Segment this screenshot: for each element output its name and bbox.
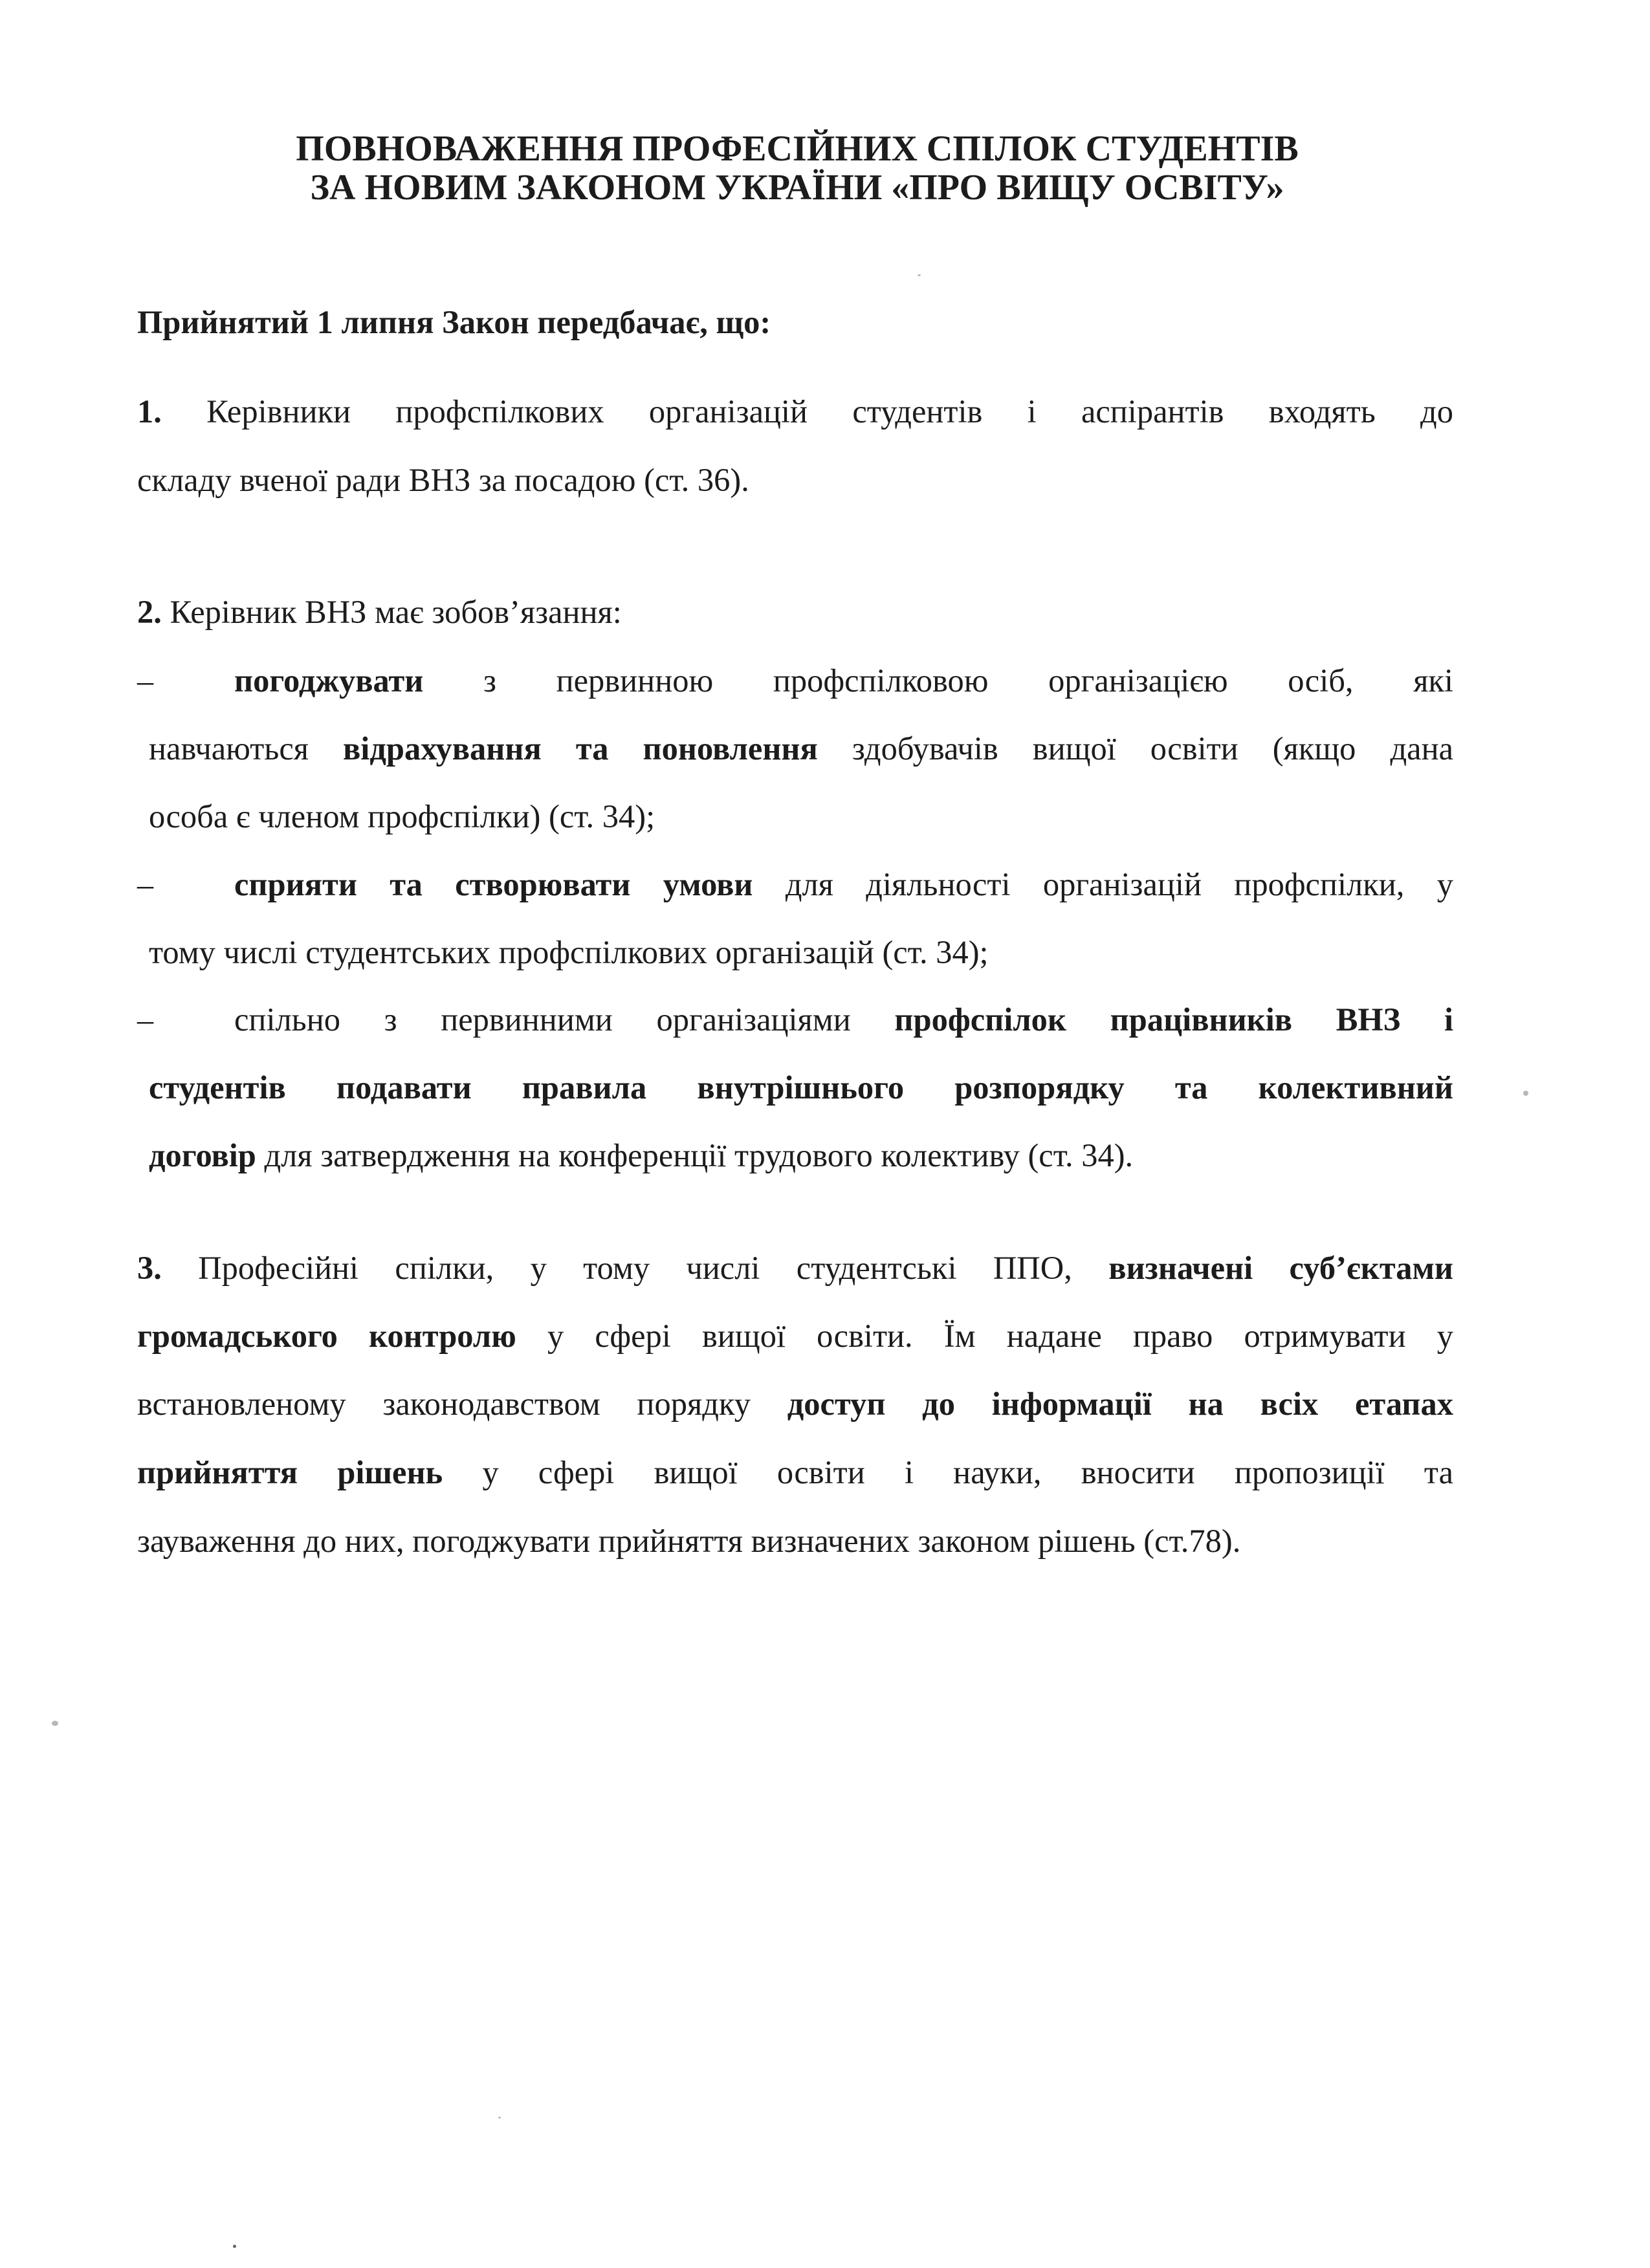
item3-bold-3: доступ до інформації на всіх етапах xyxy=(787,1386,1453,1422)
item3-line3 xyxy=(137,1384,1453,1423)
item1-number: 1. xyxy=(137,393,162,430)
bullet3-text-1: спільно з первинними організаціями xyxy=(234,1001,851,1038)
bullet2-text-1: для діяльності організацій профспілки, у xyxy=(785,866,1453,902)
item1-line2: складу вченої ради ВНЗ за посадою (ст. 36). xyxy=(137,462,749,498)
bullet1-text-2a: навчаються xyxy=(149,730,309,767)
bullet3-line2: студентів подавати правила внутрішнього розпорядку та колективний xyxy=(149,1069,1453,1106)
item2-number: 2. xyxy=(137,594,162,630)
item3-text-2: у сфері вищої освіти. Їм надане право отримувати у xyxy=(547,1318,1453,1354)
bullet-dash-2: – xyxy=(137,866,153,902)
document-title xyxy=(137,129,1457,207)
bullet1-bold-1: погоджувати xyxy=(234,662,424,699)
scan-speck xyxy=(233,2245,236,2248)
bullet2-line2: тому числі студентських профспілкових організацій (ст. 34); xyxy=(149,934,989,970)
item2-heading xyxy=(137,593,1453,631)
title-line-1: ПОВНОВАЖЕННЯ ПРОФЕСІЙНИХ СПІЛОК СТУДЕНТІВ xyxy=(296,129,1299,169)
bullet3-line3 xyxy=(149,1136,1453,1175)
item3-line5: зауваження до них, погоджувати прийняття визначених законом рішень (ст.78). xyxy=(137,1523,1241,1559)
scan-speck xyxy=(918,274,921,276)
item3-line2 xyxy=(137,1316,1453,1355)
item3-number: 3. xyxy=(137,1250,162,1286)
bullet2-bold-1: сприяти та створювати умови xyxy=(234,866,753,902)
item3-line4 xyxy=(137,1453,1453,1492)
intro-heading: Прийнятий 1 липня Закон передбачає, що: xyxy=(137,304,771,340)
scan-speck xyxy=(498,2117,501,2119)
item3-text-1: Професійні спілки, у тому числі студентські ППО, xyxy=(198,1250,1072,1286)
item3-line1 xyxy=(137,1248,1453,1287)
scan-speck xyxy=(52,1721,58,1726)
item3-bold-4: прийняття рішень xyxy=(137,1454,443,1490)
bullet3-bold-3: договір xyxy=(149,1137,256,1173)
bullet1-line2 xyxy=(149,729,1453,768)
item3-bold-1: визначені суб’єктами xyxy=(1108,1250,1454,1286)
bullet-dash-1: – xyxy=(137,662,153,699)
title-line-2: ЗА НОВИМ ЗАКОНОМ УКРАЇНИ «ПРО ВИЩУ ОСВІТУ» xyxy=(310,168,1284,208)
scan-speck xyxy=(1523,1091,1528,1096)
item1-line1 xyxy=(137,392,1453,431)
bullet3-text-3: для затвердження на конференції трудового колективу (ст. 34). xyxy=(264,1137,1134,1173)
bullet3-line1 xyxy=(234,1000,1453,1039)
bullet2-line1 xyxy=(234,865,1453,904)
bullet3-bold-1: профспілок працівників ВНЗ і xyxy=(894,1001,1454,1038)
bullet1-text-1: з первинною профспілковою організацією осіб, які xyxy=(483,662,1454,699)
bullet1-line1 xyxy=(234,661,1453,700)
bullet1-text-2b: здобувачів вищої освіти (якщо дана xyxy=(852,730,1454,767)
bullet-dash-3: – xyxy=(137,1001,153,1038)
bullet1-line3: особа є членом профспілки) (ст. 34); xyxy=(149,798,655,834)
item2-heading-text: Керівник ВНЗ має зобов’язання: xyxy=(170,594,622,630)
item3-text-3: встановленому законодавством порядку xyxy=(137,1386,751,1422)
item1-text-1: Керівники профспілкових організацій студентів і аспірантів входять до xyxy=(206,393,1453,430)
item3-text-4: у сфері вищої освіти і науки, вносити пропозиції та xyxy=(482,1454,1454,1490)
bullet1-bold-2: відрахування та поновлення xyxy=(343,730,818,767)
item3-bold-2: громадського контролю xyxy=(137,1318,516,1354)
